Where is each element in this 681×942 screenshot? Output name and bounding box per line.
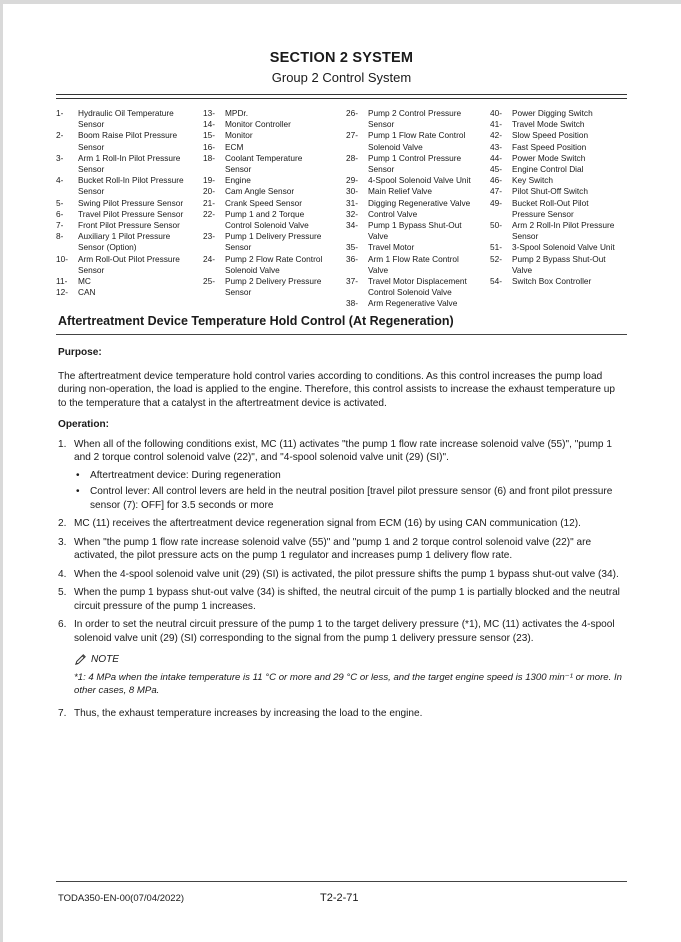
- section-title: SECTION 2 SYSTEM: [269, 50, 414, 66]
- legend-column: [203, 108, 328, 298]
- legend-item: [490, 130, 620, 141]
- legend-item-number: 38-: [346, 298, 358, 309]
- legend-column: [56, 108, 186, 298]
- legend-item: [346, 108, 474, 130]
- legend-item: [490, 198, 620, 220]
- legend-item-label: Travel Motor Displacement Control Solenoid Valve: [368, 276, 467, 298]
- legend-item: [490, 175, 620, 186]
- legend-item: [490, 242, 620, 253]
- legend-item: [490, 153, 620, 164]
- legend-item-label: Pilot Shut-Off Switch: [512, 186, 588, 197]
- note-header: [74, 653, 624, 667]
- legend-item-number: 45-: [490, 164, 502, 175]
- legend-item-label: Boom Raise Pilot Pressure Sensor: [78, 130, 178, 152]
- legend-item: [56, 287, 186, 298]
- legend-item-number: 42-: [490, 130, 502, 141]
- purpose-label: Purpose:: [58, 347, 102, 358]
- legend-item: [490, 220, 620, 242]
- legend-item: [490, 276, 620, 287]
- legend-item-label: Digging Regenerative Valve: [368, 197, 471, 208]
- legend-item-number: 25-: [203, 276, 215, 287]
- legend-item-number: 29-: [346, 175, 358, 186]
- legend-item-number: 3-: [56, 152, 64, 163]
- legend-item: [346, 209, 474, 220]
- legend-item-label: Swing Pilot Pressure Sensor: [78, 197, 184, 208]
- legend-item-number: 41-: [490, 119, 502, 130]
- legend-item: [203, 142, 328, 153]
- legend-item: [346, 276, 474, 298]
- step-text: When "the pump 1 flow rate increase solenoid valve (55)" and "pump 1 and 2 torque control solenoid valve (22)" are activated, the pilot pressure acts on the pump 1 regulator and increases pump 1 delivery flow rate.: [74, 536, 592, 561]
- document-code: TODA350-EN-00(07/04/2022): [58, 893, 185, 904]
- legend-item-label: ECM: [225, 141, 244, 152]
- note-text: *1: 4 MPa when the intake temperature is 11 °C or more and 29 °C or less, and the target engine speed is 1300 min⁻¹ or more. In other cases, 8 MPa.: [74, 671, 622, 696]
- legend-item: [490, 254, 620, 276]
- heading-divider: [56, 334, 627, 335]
- legend-item: [56, 220, 186, 231]
- legend-item: [203, 130, 328, 141]
- operation-step: [58, 517, 624, 531]
- condition-text: Aftertreatment device: During regeneration: [90, 469, 281, 481]
- legend-item-number: 54-: [490, 276, 502, 287]
- legend-item-label: 3-Spool Solenoid Valve Unit: [512, 242, 615, 253]
- legend-item-label: Control Valve: [368, 208, 418, 219]
- legend-item-number: 52-: [490, 253, 502, 264]
- operation-step: [58, 618, 624, 645]
- operation-steps: [58, 438, 624, 721]
- legend-item-number: 13-: [203, 108, 215, 118]
- legend-item-label: Engine Control Dial: [512, 164, 584, 175]
- legend-item-label: MC: [78, 276, 91, 287]
- legend-item: [346, 153, 474, 175]
- legend-item-label: Pump 2 Delivery Pressure Sensor: [225, 276, 322, 298]
- footer-divider: [56, 881, 627, 882]
- legend-item-number: 28-: [346, 152, 358, 163]
- legend-item-number: 4-: [56, 175, 64, 186]
- legend-item-number: 15-: [203, 130, 215, 141]
- legend-item-label: Coolant Temperature Sensor: [225, 152, 303, 175]
- legend-column: [490, 108, 620, 287]
- main-heading: Aftertreatment Device Temperature Hold Control (At Regeneration): [58, 314, 454, 328]
- legend-item: [203, 254, 328, 276]
- viewer-left-edge: [0, 0, 3, 942]
- operation-step: [58, 568, 624, 582]
- legend-item-number: 36-: [346, 253, 358, 264]
- legend-item: [346, 175, 474, 186]
- step-text: In order to set the neutral circuit pressure of the pump 1 to the target delivery pressure (*1), MC (11) activates the 4-spool solenoid valve unit (29) (SI) corresponding to the signal from the pump 1 delivery pressure sensor (23).: [74, 619, 615, 644]
- legend-item: [203, 186, 328, 197]
- legend-item-number: 19-: [203, 175, 215, 186]
- legend-item-label: Arm Regenerative Valve: [368, 298, 458, 309]
- legend-item-number: 30-: [346, 186, 358, 197]
- legend-item-number: 18-: [203, 152, 215, 163]
- step-text: Thus, the exhaust temperature increases by increasing the load to the engine.: [74, 707, 423, 719]
- step-number: 4.: [58, 568, 67, 580]
- legend-item-number: 26-: [346, 108, 358, 118]
- step-text: When the pump 1 bypass shut-out valve (34) is shifted, the neutral circuit of the pump 1 is partially blocked and the neutral circuit pressure of the pump 1 increases.: [74, 587, 620, 612]
- step-number: 2.: [58, 518, 67, 529]
- legend-item-label: Travel Pilot Pressure Sensor: [78, 208, 184, 219]
- legend-item-number: 24-: [203, 253, 215, 264]
- legend-item-number: 1-: [56, 108, 64, 118]
- legend-item-number: 11-: [56, 276, 68, 287]
- legend-item-number: 50-: [490, 220, 502, 231]
- page-header: [56, 48, 627, 85]
- legend-item: [56, 231, 186, 253]
- legend-item-number: 37-: [346, 276, 358, 287]
- condition-text: Control lever: All control levers are held in the neutral position [travel pilot pressure sensor (6) and front pilot pressure sensor (7): OFF] for 3.5 seconds or more: [90, 486, 613, 511]
- legend-item: [346, 242, 474, 253]
- legend-item: [346, 220, 474, 242]
- legend-item-number: 14-: [203, 119, 215, 130]
- legend-item-label: Cam Angle Sensor: [225, 186, 295, 197]
- condition-item: [74, 469, 624, 483]
- operation-label: Operation:: [58, 419, 110, 430]
- legend-item-number: 22-: [203, 208, 215, 219]
- legend-item: [56, 254, 186, 276]
- step-number: 5.: [58, 587, 67, 598]
- step-number: 7.: [58, 707, 67, 719]
- legend-item-number: 8-: [56, 231, 64, 242]
- operation-step: [58, 536, 624, 563]
- legend-item-label: Switch Box Controller: [512, 276, 592, 287]
- legend-item-number: 23-: [203, 231, 215, 242]
- legend-item-label: Pump 1 Flow Rate Control Solenoid Valve: [368, 130, 466, 152]
- legend-item-label: Power Digging Switch: [512, 108, 593, 118]
- header-divider: [56, 94, 627, 99]
- legend-item-label: Key Switch: [512, 175, 554, 186]
- legend-item-label: Travel Mode Switch: [512, 119, 585, 130]
- legend-item-number: 47-: [490, 186, 502, 197]
- legend-item: [56, 209, 186, 220]
- legend-item: [346, 186, 474, 197]
- legend-item-label: Pump 1 Control Pressure Sensor: [368, 152, 462, 175]
- legend-item: [490, 108, 620, 119]
- legend-item: [203, 209, 328, 231]
- legend-item-label: Pump 2 Control Pressure Sensor: [368, 108, 462, 130]
- note-label: NOTE: [91, 654, 120, 665]
- legend-item-number: 12-: [56, 287, 68, 298]
- legend-item: [56, 175, 186, 197]
- legend-item-label: 4-Spool Solenoid Valve Unit: [368, 175, 471, 186]
- legend-item-number: 32-: [346, 208, 358, 219]
- purpose-text: The aftertreatment device temperature hold control varies according to conditions. As this control increases the pump load during non-operation, the load is applied to the engine. Therefore, this control assists to increase the exhaust temperature up to the temperature that a catalyst in the aftertreatment device is activated.: [58, 370, 615, 409]
- legend-item-number: 21-: [203, 197, 215, 208]
- legend-item: [203, 175, 328, 186]
- bullet-icon: •: [76, 486, 80, 497]
- legend-item-number: 49-: [490, 197, 502, 208]
- legend-item-number: 43-: [490, 141, 502, 152]
- legend-item-label: Travel Motor: [368, 242, 415, 253]
- legend-item: [203, 276, 328, 298]
- legend-item-number: 40-: [490, 108, 502, 118]
- legend-item-label: Arm 2 Roll-In Pilot Pressure Sensor: [512, 220, 615, 242]
- legend-item: [490, 186, 620, 197]
- legend-item-label: Bucket Roll-Out Pilot Pressure Sensor: [512, 197, 589, 219]
- legend-item-number: 27-: [346, 130, 358, 141]
- step-text: MC (11) receives the aftertreatment device regeneration signal from ECM (16) by using CAN communication (12).: [74, 518, 581, 529]
- legend-item-number: 51-: [490, 242, 502, 253]
- legend-item: [56, 153, 186, 175]
- legend-item-label: Pump 2 Flow Rate Control Solenoid Valve: [225, 253, 323, 275]
- legend-item: [56, 276, 186, 287]
- legend-item-label: Arm Roll-Out Pilot Pressure Sensor: [78, 253, 180, 275]
- legend-item: [346, 198, 474, 209]
- legend-item-label: Slow Speed Position: [512, 130, 589, 141]
- legend-item-number: 5-: [56, 197, 64, 208]
- legend-item-label: Pump 1 Delivery Pressure Sensor: [225, 231, 322, 253]
- legend-item: [203, 153, 328, 175]
- legend-item-number: 7-: [56, 220, 64, 231]
- condition-list: [74, 469, 624, 513]
- page-number: T2-2-71: [320, 892, 359, 904]
- legend-item-label: Monitor Controller: [225, 119, 291, 130]
- legend-item: [346, 254, 474, 276]
- legend-item: [56, 108, 186, 130]
- condition-item: [74, 485, 624, 512]
- legend-item: [490, 142, 620, 153]
- legend-item-label: Hydraulic Oil Temperature Sensor: [78, 108, 174, 130]
- legend-item-number: 44-: [490, 152, 502, 163]
- legend-item-number: 35-: [346, 242, 358, 253]
- legend-item-label: MPDr.: [225, 108, 249, 118]
- legend-item: [346, 130, 474, 152]
- viewer-top-edge: [0, 0, 681, 4]
- legend-item: [203, 198, 328, 209]
- legend-item-label: Pump 2 Bypass Shut-Out Valve: [512, 253, 606, 275]
- legend-item: [203, 108, 328, 119]
- legend-item-label: Front Pilot Pressure Sensor: [78, 220, 180, 231]
- legend-column: [346, 108, 474, 310]
- legend-item-label: Arm 1 Flow Rate Control Valve: [368, 253, 459, 275]
- legend-item: [203, 119, 328, 130]
- document-body: [58, 346, 624, 725]
- step-number: 6.: [58, 619, 67, 630]
- operation-step: [58, 707, 624, 721]
- legend-item: [56, 130, 186, 152]
- legend-item-number: 2-: [56, 130, 64, 141]
- legend-item-label: Fast Speed Position: [512, 141, 587, 152]
- legend-item-label: Pump 1 and 2 Torque Control Solenoid Valve: [225, 208, 309, 231]
- legend-item: [490, 164, 620, 175]
- legend-item: [490, 119, 620, 130]
- component-legend: [56, 108, 636, 309]
- legend-item-number: 34-: [346, 220, 358, 231]
- legend-item: [346, 298, 474, 309]
- legend-item-number: 10-: [56, 253, 68, 264]
- legend-item-number: 20-: [203, 186, 215, 197]
- step-number: 3.: [58, 536, 67, 548]
- legend-item-number: 16-: [203, 141, 215, 152]
- operation-step: [58, 586, 624, 613]
- operation-step: [58, 438, 624, 513]
- legend-item-number: 31-: [346, 197, 358, 208]
- legend-item-label: Crank Speed Sensor: [225, 197, 303, 208]
- legend-item-label: Arm 1 Roll-In Pilot Pressure Sensor: [78, 152, 181, 175]
- legend-item-label: Pump 1 Bypass Shut-Out Valve: [368, 220, 462, 242]
- legend-item-label: Monitor: [225, 130, 253, 141]
- legend-item-label: CAN: [78, 287, 96, 298]
- pencil-note-icon: [74, 653, 87, 666]
- legend-item-label: Bucket Roll-In Pilot Pressure Sensor: [78, 175, 184, 197]
- legend-item-number: 46-: [490, 175, 502, 186]
- legend-item-label: Auxiliary 1 Pilot Pressure Sensor (Option): [78, 231, 171, 253]
- legend-item-label: Engine: [225, 175, 251, 186]
- legend-item-label: Power Mode Switch: [512, 152, 586, 163]
- step-number: 1.: [58, 438, 67, 450]
- legend-item: [56, 198, 186, 209]
- bullet-icon: •: [76, 469, 80, 481]
- legend-item-number: 6-: [56, 208, 64, 219]
- step-text: When all of the following conditions exist, MC (11) activates "the pump 1 flow rate increase solenoid valve (55)", "pump 1 and 2 torque control solenoid valve (22)", and "4-spool solenoid valve unit (29) (SI)".: [74, 438, 612, 463]
- group-title: Group 2 Control System: [271, 70, 412, 85]
- legend-item: [203, 231, 328, 253]
- legend-item-label: Main Relief Valve: [368, 186, 432, 197]
- step-text: When the 4-spool solenoid valve unit (29) (SI) is activated, the pilot pressure shifts the pump 1 bypass shut-out valve (34).: [74, 568, 619, 580]
